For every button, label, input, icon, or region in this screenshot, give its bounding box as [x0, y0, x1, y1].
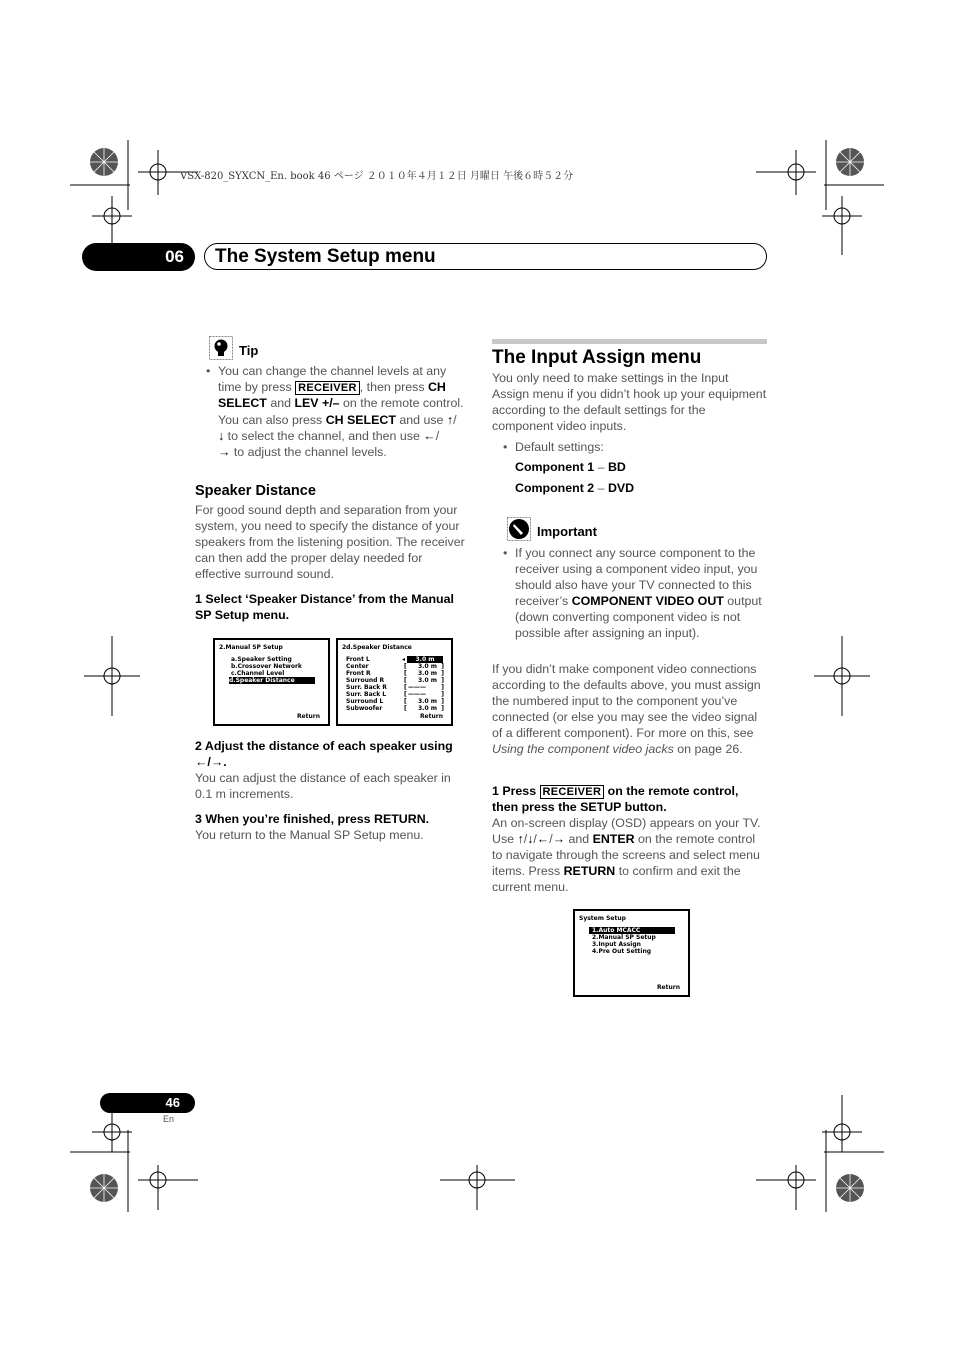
- osd-row-value: 3.0 m: [418, 698, 437, 705]
- osd-title: 2d.Speaker Distance: [342, 644, 412, 651]
- osd-item: c.Channel Level: [231, 670, 285, 677]
- osd-return: Return: [296, 713, 320, 720]
- osd-row-label: Subwoofer: [346, 705, 383, 712]
- osd-manual-sp-setup: [213, 638, 330, 726]
- down-arrow-icon: ↓: [218, 428, 225, 443]
- osd-item-selected: 1.Auto MCACC: [589, 927, 675, 934]
- important-label: Important: [537, 524, 597, 539]
- important-pen-icon: [507, 517, 531, 541]
- osd-row-value: 3.0 m: [418, 663, 437, 670]
- osd-item: a.Speaker Setting: [231, 656, 292, 663]
- osd-row-label: Surround L: [346, 698, 384, 705]
- chapter-title: The System Setup menu: [204, 243, 767, 270]
- osd-row-value: ———: [408, 691, 426, 698]
- defaults-label: • Default settings:: [503, 440, 604, 454]
- osd-row-label: Surround R: [346, 677, 385, 684]
- chapter-number: 06: [82, 243, 195, 271]
- step-2-body: You can adjust the distance of each speaker in 0.1 m increments.: [195, 771, 451, 801]
- input-assign-heading: The Input Assign menu: [492, 347, 702, 368]
- speaker-distance-heading: Speaker Distance: [195, 483, 316, 499]
- osd-row-label: Center: [346, 663, 369, 670]
- default-component-2: Component 2 – DVD: [515, 481, 635, 495]
- osd-row-value-selected: 3.0 m: [407, 656, 443, 663]
- left-arrow-icon: ←: [536, 832, 550, 846]
- print-info-line: VSX-820_SYXCN_En. book 46 ページ ２０１０年４月１２日 月曜日 午後６時５２分: [180, 171, 574, 182]
- osd-item-selected: d.Speaker Distance: [229, 677, 315, 684]
- osd-item: 4.Pre Out Setting: [592, 948, 652, 955]
- important-text: • If you connect any source component to the receiver using a component video input, you should also have your TV connected to this receiver’s COMPONENT VIDEO OUT output (down converting component video is not possible after assigning an input).: [503, 546, 762, 640]
- right-arrow-icon: →: [218, 445, 231, 460]
- osd-return: Return: [656, 984, 680, 991]
- after-important-text: If you didn’t make component video connections according to the defaults above, you must assign the numbered input to the component you’ve connected (or else you may see the video signal of a different component). For more on this, see Using the component video jacks on page 26.: [492, 662, 761, 756]
- step-1-press: 1 Press RECEIVER on the remote control, then press the SETUP button.: [492, 784, 739, 814]
- up-arrow-icon: ↑: [446, 412, 454, 427]
- section-rule: [492, 339, 767, 344]
- default-component-1: Component 1 – BD: [515, 460, 626, 474]
- osd-row-label: Front R: [346, 670, 371, 677]
- step-1-select: 1 Select ‘Speaker Distance’ from the Manual SP Setup menu.: [195, 592, 454, 622]
- right-arrow-icon: →: [210, 755, 224, 769]
- page-number: 46: [100, 1093, 195, 1113]
- osd-return: Return: [419, 713, 443, 720]
- step-2-adjust: 2 Adjust the distance of each speaker using ←/→.: [195, 739, 453, 769]
- osd-item: 2.Manual SP Setup: [592, 934, 656, 941]
- step-1-press-body: An on-screen display (OSD) appears on your TV. Use ↑/↓/←/→ and ENTER on the remote control to navigate through the screens and select menu items. Press RETURN to confirm and exit the current menu.: [492, 816, 761, 894]
- osd-speaker-distance: 2d.Speaker Distance Front L ◂ 3.0 m Center [ ] 3.0 m Front R [ ] 3.0 m Surround R [ ] 3.0 m Surr. Back R [ ] ——— Surr. Back L [ ] ——— Surround L [ ] 3.0 m Subwoofer [ ] 3.0 m Return: [336, 638, 453, 726]
- speaker-distance-intro: For good sound depth and separation from your system, you need to specify the distance of your speakers from the listening position. The receiver can then add the proper delay needed for effective surround sound.: [195, 503, 465, 581]
- osd-row-value: 3.0 m: [418, 677, 437, 684]
- osd-row-value: ———: [408, 684, 426, 691]
- osd-row-value: 3.0 m: [418, 705, 437, 712]
- osd-item: 3.Input Assign: [592, 941, 641, 948]
- input-assign-intro: You only need to make settings in the Input Assign menu if you didn’t hook up your equipment according to the default settings for the component video inputs.: [492, 371, 767, 433]
- page-language: En: [163, 1114, 175, 1124]
- osd-row-label: Surr. Back L: [346, 691, 387, 698]
- osd-title: System Setup: [579, 915, 626, 922]
- receiver-key: RECEIVER: [540, 785, 605, 799]
- osd-row-value: 3.0 m: [418, 670, 437, 677]
- osd-row-label: Surr. Back R: [346, 684, 387, 691]
- receiver-key: RECEIVER: [295, 381, 360, 395]
- lightbulb-icon: [209, 336, 233, 360]
- tip-text: • You can change the channel levels at any time by press RECEIVER , then press CH SELECT and LEV +/– on the remote control. You can also press CH SELECT and use ↑/ ↓ to select the channel, and then use ←/ → to adjust the channel levels.: [206, 364, 464, 460]
- page-reference: Using the component video jacks: [492, 742, 674, 756]
- osd-row-label: Front L: [346, 656, 370, 663]
- left-arrow-icon: ←: [423, 428, 436, 443]
- right-arrow-icon: →: [552, 832, 566, 846]
- osd-system-setup: [573, 909, 690, 997]
- left-arrow-icon: ←: [195, 755, 208, 769]
- tip-label: Tip: [239, 343, 259, 358]
- down-arrow-icon: ↓: [527, 832, 534, 846]
- step-3-body: You return to the Manual SP Setup menu.: [195, 828, 424, 842]
- step-3-finish: 3 When you’re finished, press RETURN.: [195, 812, 430, 826]
- osd-title: 2.Manual SP Setup: [219, 644, 283, 651]
- osd-item: b.Crossover Network: [231, 663, 302, 670]
- up-arrow-icon: ↑: [517, 832, 524, 846]
